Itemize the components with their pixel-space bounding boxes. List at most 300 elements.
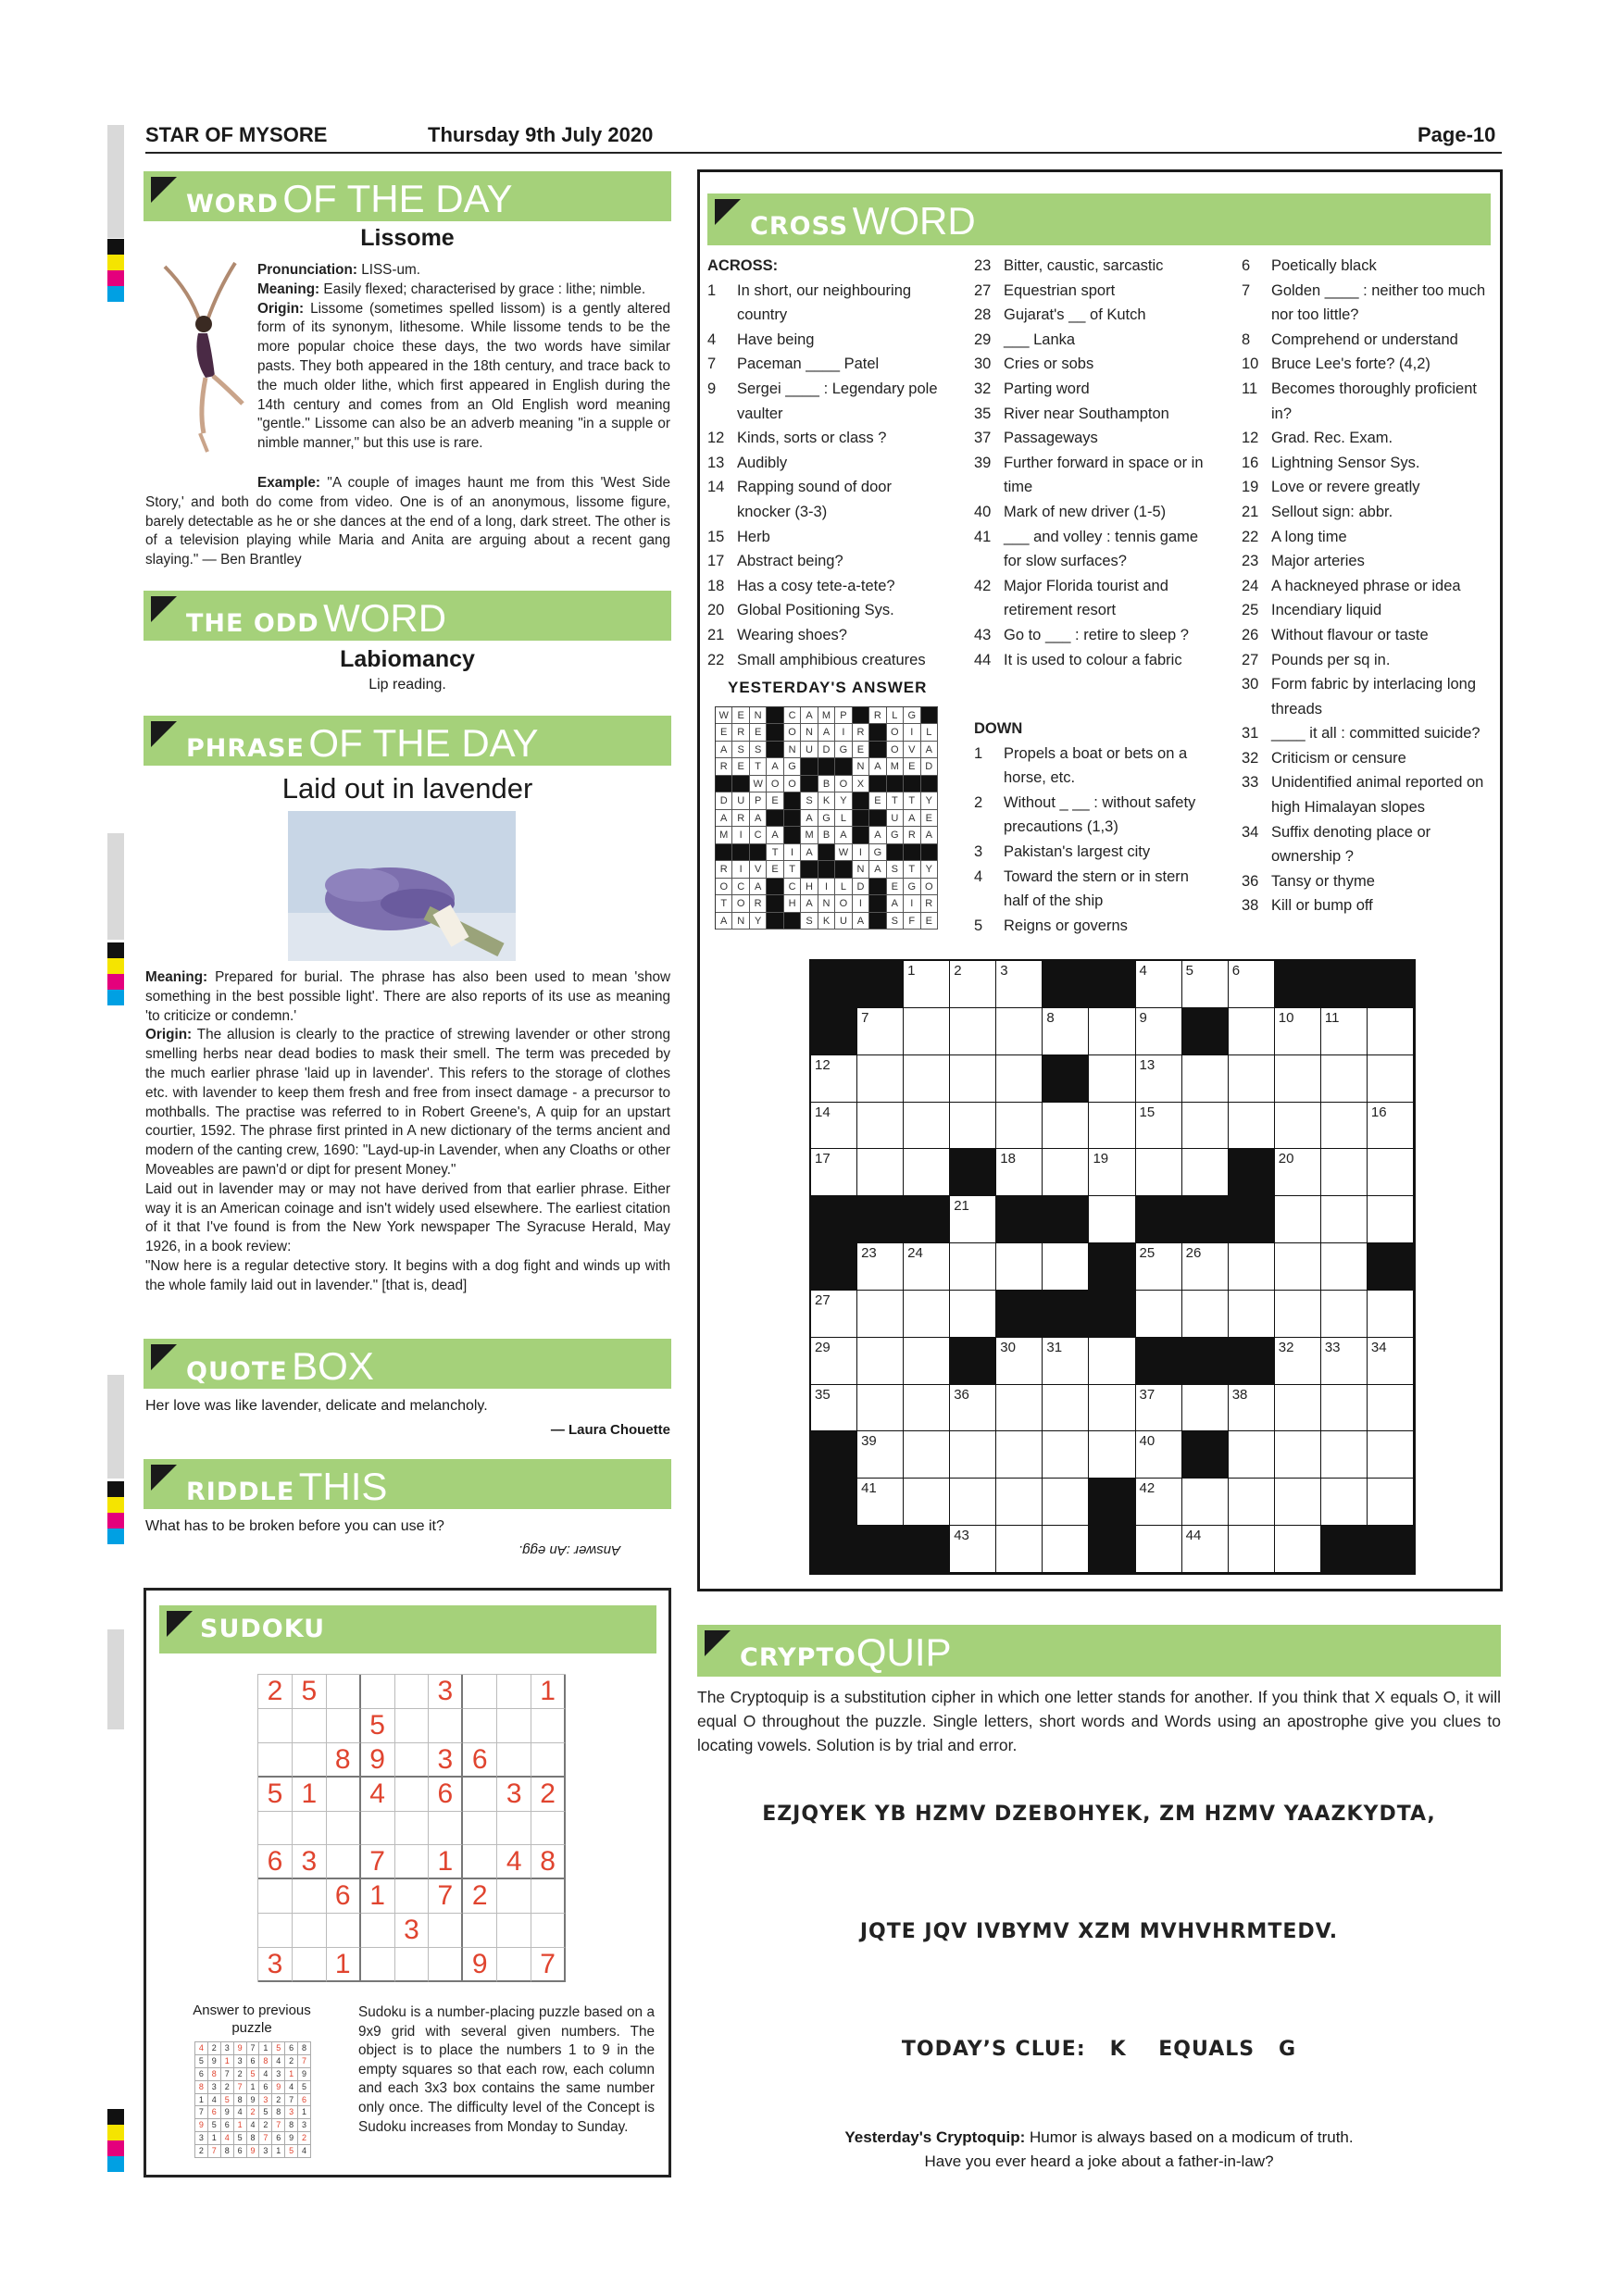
sudoku-cell[interactable] <box>531 1812 566 1846</box>
grid-cell[interactable] <box>1136 1103 1182 1150</box>
mini-letter-cell: R <box>716 758 732 775</box>
grid-cell[interactable] <box>857 1149 904 1196</box>
phrase-title: Laid out in lavender <box>281 772 533 805</box>
issue-date: Thursday 9th July 2020 <box>428 123 654 146</box>
grid-cell[interactable] <box>904 1291 950 1338</box>
grid-cell[interactable] <box>1275 1149 1321 1196</box>
grid-cell[interactable] <box>1089 1149 1135 1196</box>
grid-cell-number: 20 <box>1278 1151 1294 1167</box>
grid-cell[interactable] <box>950 1008 996 1055</box>
grid-cell[interactable] <box>950 1479 996 1526</box>
clue-item <box>707 525 946 550</box>
grid-cell[interactable] <box>1089 1196 1135 1243</box>
grid-cell[interactable] <box>904 1431 950 1479</box>
grid-cell[interactable] <box>1275 1055 1321 1103</box>
grid-cell[interactable] <box>1182 1526 1229 1573</box>
sudoku-cell[interactable] <box>327 1778 361 1812</box>
grid-cell[interactable] <box>950 1291 996 1338</box>
grid-cell[interactable] <box>1043 1526 1089 1573</box>
sudoku-cell[interactable] <box>293 1709 327 1743</box>
grid-cell[interactable] <box>857 1243 904 1291</box>
sudoku-cell[interactable] <box>463 1675 497 1709</box>
sudoku-cell[interactable] <box>497 1709 531 1743</box>
grid-cell[interactable] <box>996 961 1043 1008</box>
grid-cell[interactable] <box>1321 1479 1368 1526</box>
grid-cell[interactable] <box>996 1103 1043 1150</box>
sudoku-answer-cell: 7 <box>234 2081 247 2094</box>
grid-cell[interactable] <box>1368 1338 1414 1385</box>
mini-black-cell <box>869 895 886 912</box>
clue-number: 9 <box>707 380 717 397</box>
grid-cell[interactable] <box>996 1479 1043 1526</box>
sudoku-cell[interactable]: 7 <box>531 1948 566 1982</box>
sudoku-cell[interactable]: 1 <box>531 1675 566 1709</box>
grid-cell[interactable] <box>1275 1243 1321 1291</box>
sudoku-cell[interactable] <box>531 1914 566 1948</box>
word-of-day-example <box>145 474 670 570</box>
clue-text: Wearing shoes? <box>737 626 847 643</box>
sudoku-cell[interactable]: 5 <box>258 1778 293 1812</box>
sudoku-cell[interactable] <box>429 1812 463 1846</box>
clue-text: Comprehend or understand <box>1271 331 1458 348</box>
grid-cell[interactable] <box>1321 1431 1368 1479</box>
grid-cell[interactable] <box>1229 1055 1275 1103</box>
grid-cell[interactable] <box>1275 1291 1321 1338</box>
sudoku-cell[interactable]: 3 <box>429 1675 463 1709</box>
clue-number: 38 <box>1242 897 1259 915</box>
sudoku-cell[interactable] <box>463 1778 497 1812</box>
sudoku-cell[interactable]: 4 <box>361 1778 395 1812</box>
grid-cell[interactable] <box>857 1479 904 1526</box>
clue-number: 4 <box>974 867 983 885</box>
sudoku-cell[interactable]: 1 <box>361 1879 395 1914</box>
grid-cell[interactable] <box>996 1338 1043 1385</box>
grid-cell[interactable] <box>1229 1291 1275 1338</box>
grid-cell[interactable] <box>1321 1149 1368 1196</box>
sudoku-cell[interactable]: 2 <box>258 1675 293 1709</box>
color-registration-mark <box>107 942 124 1005</box>
grid-cell[interactable] <box>1182 1243 1229 1291</box>
grid-cell[interactable] <box>811 1055 857 1103</box>
phrase-paragraph: Laid out in lavender may or may not have derived from that earlier phrase. Either way it is an American coinage and isn't widely used elsewhere. The earliest citation of it that I've found is from the New York newspaper The Syracuse Herald, May 1926, in a book review: <box>145 1180 670 1255</box>
grid-cell[interactable] <box>950 1243 996 1291</box>
sudoku-cell[interactable]: 5 <box>293 1675 327 1709</box>
sudoku-answer-label: Answer to previous puzzle <box>193 2003 311 2036</box>
sudoku-answer-cell: 6 <box>259 2081 272 2094</box>
sudoku-cell[interactable] <box>395 1743 430 1778</box>
grid-cell[interactable] <box>1089 1385 1135 1432</box>
sudoku-cell[interactable] <box>258 1879 293 1914</box>
grid-cell[interactable] <box>857 1008 904 1055</box>
sudoku-cell[interactable]: 3 <box>258 1948 293 1982</box>
grid-black-cell <box>1182 1196 1229 1243</box>
sudoku-cell[interactable] <box>258 1914 293 1948</box>
mini-letter-cell: U <box>835 913 852 930</box>
grid-cell[interactable] <box>1275 1431 1321 1479</box>
grid-cell[interactable] <box>1368 1008 1414 1055</box>
clue-text: ___ Lanka <box>1004 331 1076 348</box>
sudoku-cell[interactable] <box>531 1709 566 1743</box>
grid-cell[interactable] <box>950 1385 996 1432</box>
grid-cell[interactable] <box>1368 1431 1414 1479</box>
sudoku-cell[interactable] <box>395 1845 430 1879</box>
odd-word-title: Labiomancy <box>340 646 475 672</box>
mini-letter-cell: L <box>921 724 938 741</box>
grid-cell[interactable] <box>950 1526 996 1573</box>
grid-cell[interactable] <box>1229 1243 1275 1291</box>
grid-cell[interactable] <box>1043 1243 1089 1291</box>
margin-grey-bar <box>107 1375 124 1479</box>
sudoku-cell[interactable] <box>258 1812 293 1846</box>
mini-black-cell <box>835 861 852 878</box>
grid-cell[interactable] <box>904 1385 950 1432</box>
grid-cell-number: 32 <box>1278 1339 1294 1355</box>
grid-cell[interactable] <box>904 961 950 1008</box>
banner-label-small: WORD <box>186 190 279 218</box>
sudoku-cell[interactable]: 6 <box>327 1879 361 1914</box>
grid-cell-number: 13 <box>1139 1056 1156 1073</box>
sudoku-cell[interactable] <box>327 1675 361 1709</box>
sudoku-cell[interactable]: 8 <box>327 1743 361 1778</box>
grid-cell[interactable] <box>1275 1103 1321 1150</box>
sudoku-answer-cell: 6 <box>272 2132 285 2145</box>
sudoku-cell[interactable]: 5 <box>361 1709 395 1743</box>
grid-cell[interactable] <box>1321 1008 1368 1055</box>
grid-cell[interactable] <box>1136 1008 1182 1055</box>
sudoku-cell[interactable] <box>361 1914 395 1948</box>
yesterday-answer-grid <box>715 706 938 930</box>
sudoku-cell[interactable] <box>293 1914 327 1948</box>
sudoku-answer-cell: 8 <box>221 2145 234 2158</box>
grid-cell[interactable] <box>1368 1055 1414 1103</box>
clue-number: 32 <box>1242 749 1259 767</box>
sudoku-cell[interactable]: 4 <box>497 1845 531 1879</box>
grid-cell[interactable] <box>1182 1385 1229 1432</box>
grid-cell[interactable] <box>857 1055 904 1103</box>
grid-cell[interactable] <box>1321 1103 1368 1150</box>
grid-cell[interactable] <box>950 1431 996 1479</box>
grid-cell-number: 43 <box>954 1528 969 1544</box>
color-registration-mark <box>107 1481 124 1544</box>
grid-cell[interactable] <box>1321 1055 1368 1103</box>
sudoku-cell[interactable] <box>293 1879 327 1914</box>
sudoku-cell[interactable]: 1 <box>429 1845 463 1879</box>
grid-cell[interactable] <box>857 1338 904 1385</box>
grid-cell[interactable] <box>996 1243 1043 1291</box>
grid-cell[interactable] <box>904 1338 950 1385</box>
clue-number: 17 <box>707 553 725 570</box>
grid-cell[interactable] <box>1136 1526 1182 1573</box>
sudoku-cell[interactable]: 3 <box>429 1743 463 1778</box>
sudoku-cell[interactable] <box>531 1743 566 1778</box>
sudoku-cell[interactable] <box>497 1879 531 1914</box>
grid-cell[interactable] <box>1229 1479 1275 1526</box>
sudoku-cell[interactable] <box>327 1914 361 1948</box>
sudoku-cell[interactable]: 6 <box>258 1845 293 1879</box>
sudoku-cell[interactable] <box>327 1845 361 1879</box>
mini-letter-cell: L <box>887 707 904 724</box>
sudoku-cell[interactable]: 9 <box>463 1948 497 1982</box>
mini-letter-cell: R <box>904 827 920 843</box>
grid-cell[interactable] <box>904 1103 950 1150</box>
grid-cell[interactable] <box>1368 1479 1414 1526</box>
grid-cell[interactable] <box>1229 1526 1275 1573</box>
sudoku-cell[interactable]: 6 <box>463 1743 497 1778</box>
clue-number: 23 <box>974 257 992 274</box>
word-of-day-body-indent <box>257 261 670 454</box>
grid-cell[interactable] <box>1321 1338 1368 1385</box>
mini-letter-cell: O <box>784 776 801 792</box>
clue-number: 1 <box>707 281 717 299</box>
grid-cell[interactable] <box>1136 1291 1182 1338</box>
grid-black-cell <box>904 1526 950 1573</box>
grid-cell[interactable] <box>950 1055 996 1103</box>
grid-cell[interactable] <box>1275 1385 1321 1432</box>
grid-cell[interactable] <box>1043 1008 1089 1055</box>
grid-cell[interactable] <box>950 961 996 1008</box>
sudoku-cell[interactable] <box>463 1709 497 1743</box>
grid-cell[interactable] <box>1182 1103 1229 1150</box>
grid-cell[interactable] <box>1136 1243 1182 1291</box>
grid-cell[interactable] <box>904 1008 950 1055</box>
grid-cell-number: 30 <box>1000 1339 1016 1355</box>
clue-text: Passageways <box>1004 430 1098 447</box>
grid-cell[interactable] <box>857 1385 904 1432</box>
grid-cell[interactable] <box>1136 1055 1182 1103</box>
sudoku-cell[interactable] <box>395 1812 430 1846</box>
mini-letter-cell: A <box>921 742 938 758</box>
sudoku-cell[interactable] <box>395 1879 430 1914</box>
sudoku-cell[interactable] <box>497 1743 531 1778</box>
grid-cell[interactable] <box>1275 1526 1321 1573</box>
clue-number: 41 <box>974 528 992 545</box>
sudoku-answer-cell: 7 <box>221 2068 234 2081</box>
grid-cell[interactable] <box>996 1055 1043 1103</box>
sudoku-cell[interactable] <box>429 1948 463 1982</box>
sudoku-cell[interactable]: 6 <box>429 1778 463 1812</box>
grid-cell[interactable] <box>1368 1385 1414 1432</box>
sudoku-answer-cell: 8 <box>285 2119 298 2132</box>
grid-cell[interactable] <box>1368 1196 1414 1243</box>
grid-cell[interactable] <box>1089 1431 1135 1479</box>
grid-black-cell <box>950 1149 996 1196</box>
pronunciation-label: Pronunciation: <box>257 262 357 278</box>
grid-cell[interactable] <box>1136 1385 1182 1432</box>
clue-number: 34 <box>1242 823 1259 841</box>
grid-cell[interactable] <box>1321 1196 1368 1243</box>
sudoku-cell[interactable] <box>293 1812 327 1846</box>
sudoku-answer-cell: 3 <box>195 2132 208 2145</box>
sudoku-answer-cell: 4 <box>221 2132 234 2145</box>
sudoku-cell[interactable]: 3 <box>497 1778 531 1812</box>
grid-cell[interactable] <box>811 1291 857 1338</box>
sudoku-cell[interactable] <box>463 1914 497 1948</box>
mini-letter-cell: L <box>835 810 852 827</box>
grid-cell[interactable] <box>1043 1479 1089 1526</box>
grid-cell[interactable] <box>811 1103 857 1150</box>
sudoku-cell[interactable]: 3 <box>293 1845 327 1879</box>
sudoku-cell[interactable]: 1 <box>327 1948 361 1982</box>
grid-cell[interactable] <box>1368 1103 1414 1150</box>
mini-letter-cell: K <box>818 913 835 930</box>
sudoku-cell[interactable]: 2 <box>531 1778 566 1812</box>
grid-cell[interactable] <box>996 1149 1043 1196</box>
mini-letter-cell: E <box>904 758 920 775</box>
grid-cell[interactable] <box>811 1149 857 1196</box>
sudoku-cell[interactable] <box>497 1948 531 1982</box>
grid-cell[interactable] <box>1089 1055 1135 1103</box>
grid-cell[interactable] <box>1182 961 1229 1008</box>
sudoku-cell[interactable] <box>361 1948 395 1982</box>
grid-cell[interactable] <box>1321 1243 1368 1291</box>
sudoku-answer-cell: 1 <box>208 2132 221 2145</box>
mini-letter-cell: L <box>835 879 852 895</box>
sudoku-cell[interactable] <box>429 1709 463 1743</box>
grid-cell[interactable] <box>1043 1149 1089 1196</box>
grid-cell[interactable] <box>1043 1431 1089 1479</box>
sudoku-cell[interactable] <box>327 1812 361 1846</box>
grid-cell[interactable] <box>1275 1479 1321 1526</box>
sudoku-cell[interactable]: 1 <box>293 1778 327 1812</box>
clue-item <box>1242 500 1497 525</box>
sudoku-cell[interactable] <box>463 1845 497 1879</box>
grid-cell[interactable] <box>1043 1338 1089 1385</box>
clue-item <box>1242 328 1497 353</box>
sudoku-cell[interactable]: 8 <box>531 1845 566 1879</box>
grid-cell[interactable] <box>1136 1431 1182 1479</box>
mini-black-cell <box>784 827 801 843</box>
sudoku-answer-cell: 8 <box>247 2132 260 2145</box>
sudoku-cell[interactable] <box>463 1812 497 1846</box>
grid-cell[interactable] <box>1229 961 1275 1008</box>
grid-cell[interactable] <box>811 1338 857 1385</box>
sudoku-cell[interactable]: 2 <box>463 1879 497 1914</box>
grid-cell[interactable] <box>996 1385 1043 1432</box>
mini-letter-cell: Y <box>835 792 852 809</box>
sudoku-cell[interactable] <box>497 1675 531 1709</box>
grid-cell[interactable] <box>1368 1149 1414 1196</box>
clue-text: Reigns or governs <box>1004 917 1128 934</box>
grid-cell[interactable] <box>996 1431 1043 1479</box>
example-text: "A couple of images haunt me from this 'West Side Story,' and both do come from video. One is of an anonymous, lissome figure, barely detectable as he or she dances at the end of a long, dark street. The other is of a television playing while Maria and Anita are arguing about a recent gang slaying." — Ben Brantley <box>145 475 671 568</box>
mini-letter-cell: M <box>801 827 818 843</box>
sudoku-cell[interactable]: 9 <box>361 1743 395 1778</box>
sudoku-answer-cell: 3 <box>208 2081 221 2094</box>
sudoku-cell[interactable] <box>497 1914 531 1948</box>
sudoku-cell[interactable] <box>395 1948 430 1982</box>
sudoku-cell[interactable] <box>497 1812 531 1846</box>
clue-number: 23 <box>1242 553 1259 570</box>
grid-cell[interactable] <box>1321 1385 1368 1432</box>
sudoku-cell[interactable] <box>293 1948 327 1982</box>
sudoku-cell[interactable]: 7 <box>361 1845 395 1879</box>
grid-cell[interactable] <box>996 1008 1043 1055</box>
grid-cell[interactable] <box>996 1526 1043 1573</box>
grid-cell[interactable] <box>857 1291 904 1338</box>
sudoku-cell[interactable] <box>293 1743 327 1778</box>
sudoku-cell[interactable] <box>361 1675 395 1709</box>
grid-cell-number: 24 <box>907 1245 923 1262</box>
grid-cell[interactable] <box>1275 1338 1321 1385</box>
sudoku-cell[interactable] <box>327 1709 361 1743</box>
sudoku-cell[interactable] <box>429 1914 463 1948</box>
mini-black-cell <box>784 913 801 930</box>
grid-cell[interactable] <box>1229 1431 1275 1479</box>
sudoku-cell[interactable] <box>361 1812 395 1846</box>
sudoku-cell[interactable] <box>395 1709 430 1743</box>
sudoku-cell[interactable] <box>395 1778 430 1812</box>
mini-letter-cell: G <box>904 879 920 895</box>
grid-cell[interactable] <box>1182 1291 1229 1338</box>
grid-cell[interactable] <box>904 1055 950 1103</box>
sudoku-cell[interactable] <box>395 1675 430 1709</box>
mini-letter-cell: I <box>853 895 869 912</box>
grid-cell[interactable] <box>857 1103 904 1150</box>
banner-corner-mark <box>151 1344 177 1370</box>
grid-cell[interactable] <box>1275 1196 1321 1243</box>
grid-cell[interactable] <box>950 1196 996 1243</box>
grid-cell[interactable] <box>1136 961 1182 1008</box>
grid-cell[interactable] <box>1368 1291 1414 1338</box>
phrase-paragraph: "Now here is a regular detective story. It begins with a dog fight and winds up with the whole family laid out in lavender." [that is, dead] <box>145 1257 670 1293</box>
grid-cell[interactable] <box>904 1243 950 1291</box>
grid-cell[interactable] <box>1182 1055 1229 1103</box>
clue-item <box>707 352 946 377</box>
clue-number: 15 <box>707 528 725 545</box>
paper-name: STAR OF MYSORE <box>145 123 328 146</box>
grid-cell[interactable] <box>1136 1149 1182 1196</box>
grid-cell[interactable] <box>1089 1008 1135 1055</box>
crossword-banner <box>707 193 1491 245</box>
sudoku-cell[interactable] <box>258 1743 293 1778</box>
sudoku-answer-cell: 2 <box>259 2119 272 2132</box>
grid-cell[interactable] <box>1229 1103 1275 1150</box>
grid-cell[interactable] <box>1043 1103 1089 1150</box>
grid-cell[interactable] <box>1182 1479 1229 1526</box>
sudoku-cell[interactable] <box>258 1709 293 1743</box>
sudoku-answer-cell: 2 <box>285 2055 298 2068</box>
grid-cell[interactable] <box>1043 1385 1089 1432</box>
mini-letter-cell: A <box>869 861 886 878</box>
sudoku-cell[interactable]: 7 <box>429 1879 463 1914</box>
grid-cell[interactable] <box>1182 1149 1229 1196</box>
grid-cell[interactable] <box>811 1385 857 1432</box>
grid-cell[interactable] <box>1089 1338 1135 1385</box>
phrase-origin-text: The allusion is clearly to the practice of strewing lavender or other strong smelling herbs near dead bodies to mask their smell. The term was preceded by the much earlier phrase 'laid up in lavender'. This refers to the storage of clothes etc. with lavender to keep them fresh and free from insect damage - a precursor to mothballs. The practise was referred to in Robert Greene's, A quip for an upstart courtier, 1592. The phrase first printed in A new dictionary of the terms ancient and modern of the canting crew, 1690: "Layd-up-in Lavender, when any Cloaths or other Moveables are pawn'd or dipt for present Money." <box>145 1027 670 1178</box>
grid-cell[interactable] <box>1089 1103 1135 1150</box>
grid-cell[interactable] <box>1229 1385 1275 1432</box>
grid-cell[interactable] <box>1136 1479 1182 1526</box>
clue-item <box>707 623 946 648</box>
grid-cell[interactable] <box>950 1103 996 1150</box>
grid-cell[interactable] <box>857 1431 904 1479</box>
mini-letter-cell: R <box>921 895 938 912</box>
mini-black-cell <box>784 810 801 827</box>
grid-cell-number: 25 <box>1139 1245 1156 1262</box>
mini-letter-cell: T <box>716 895 732 912</box>
clue-item <box>707 451 946 476</box>
sudoku-cell[interactable]: 3 <box>395 1914 430 1948</box>
grid-cell[interactable] <box>904 1479 950 1526</box>
clue-number: 6 <box>1242 257 1251 274</box>
grid-cell[interactable] <box>904 1149 950 1196</box>
mini-letter-cell: N <box>784 742 801 758</box>
sudoku-cell[interactable] <box>531 1879 566 1914</box>
grid-cell[interactable] <box>1321 1291 1368 1338</box>
grid-cell[interactable] <box>1229 1008 1275 1055</box>
clue-number: 2 <box>974 793 983 811</box>
grid-cell[interactable] <box>1275 1008 1321 1055</box>
